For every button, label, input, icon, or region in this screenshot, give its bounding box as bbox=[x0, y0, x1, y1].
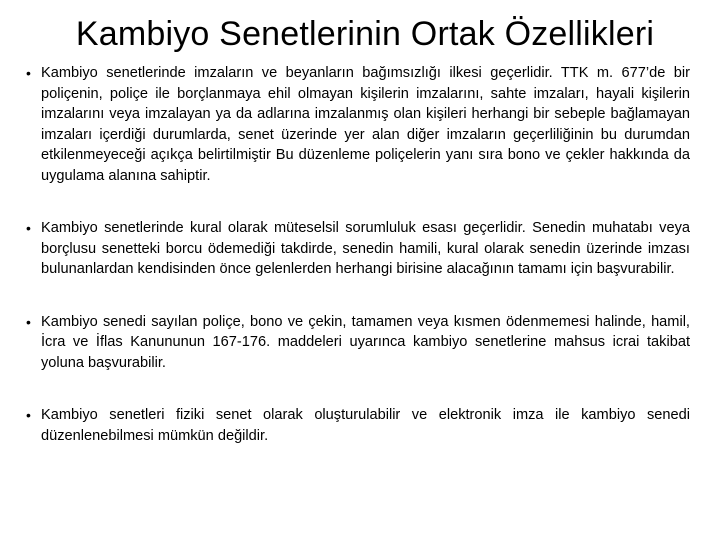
bullet-text: Kambiyo senetleri fiziki senet olarak oluşturulabilir ve elektronik imza ile kambiyo senedi düzenlenebilmesi mümkün değildir. bbox=[41, 407, 690, 444]
slide-title: Kambiyo Senetlerinin Ortak Özellikleri bbox=[75, 15, 655, 53]
bullet-text: Kambiyo senedi sayılan poliçe, bono ve çekin, tamamen veya kısmen ödenmemesi halinde, hamil, İcra ve İflas Kanununun 167-176. maddeleri uyarınca kambiyo senetlerine mahsus icrai takibat yoluna başvurabilir. bbox=[41, 313, 690, 371]
bullet-dot: • bbox=[26, 220, 31, 236]
bullet-dot: • bbox=[26, 65, 31, 81]
bullet-item-4 bbox=[24, 405, 690, 446]
bullet-item-3 bbox=[24, 312, 690, 374]
bullet-text: Kambiyo senetlerinde kural olarak müteselsil sorumluluk esası geçerlidir. Senedin muhatabı veya borçlusu senetteki borcu ödemediği takdirde, senedin hamili, kural olarak senedin üzerinde imzası bulunanlardan kendisinden önce gelenlerden herhangi birisine alacağının tamamı için başvurabilir. bbox=[41, 220, 690, 277]
bullet-dot: • bbox=[26, 407, 31, 423]
bullet-text: Kambiyo senetlerinde imzaların ve beyanların bağımsızlığı ilkesi geçerlidir. TTK m. 677’de bir poliçenin, poliçe ile borçlanmaya ehil olmayan kişilerin imzalarını, sahte imzaları, hayali kişilerin imzalarını veya imzalayan ya da adlarına imzalanmış olan kişileri herhangi bir sebeple bağlamayan imzaları içerdiği durumlarda, senet üzerinde yer alan diğer imzaların geçerliliğinin bu durumdan etkilenmeyeceği açıkça belirtilmiştir Bu düzenleme poliçelerin yanı sıra bono ve çekler hakkında da uygulama alanına sahiptir. bbox=[41, 65, 690, 184]
bullet-item-2 bbox=[24, 218, 690, 280]
bullet-dot: • bbox=[26, 313, 31, 330]
bullet-list bbox=[24, 63, 690, 446]
bullet-item-1 bbox=[24, 63, 690, 186]
